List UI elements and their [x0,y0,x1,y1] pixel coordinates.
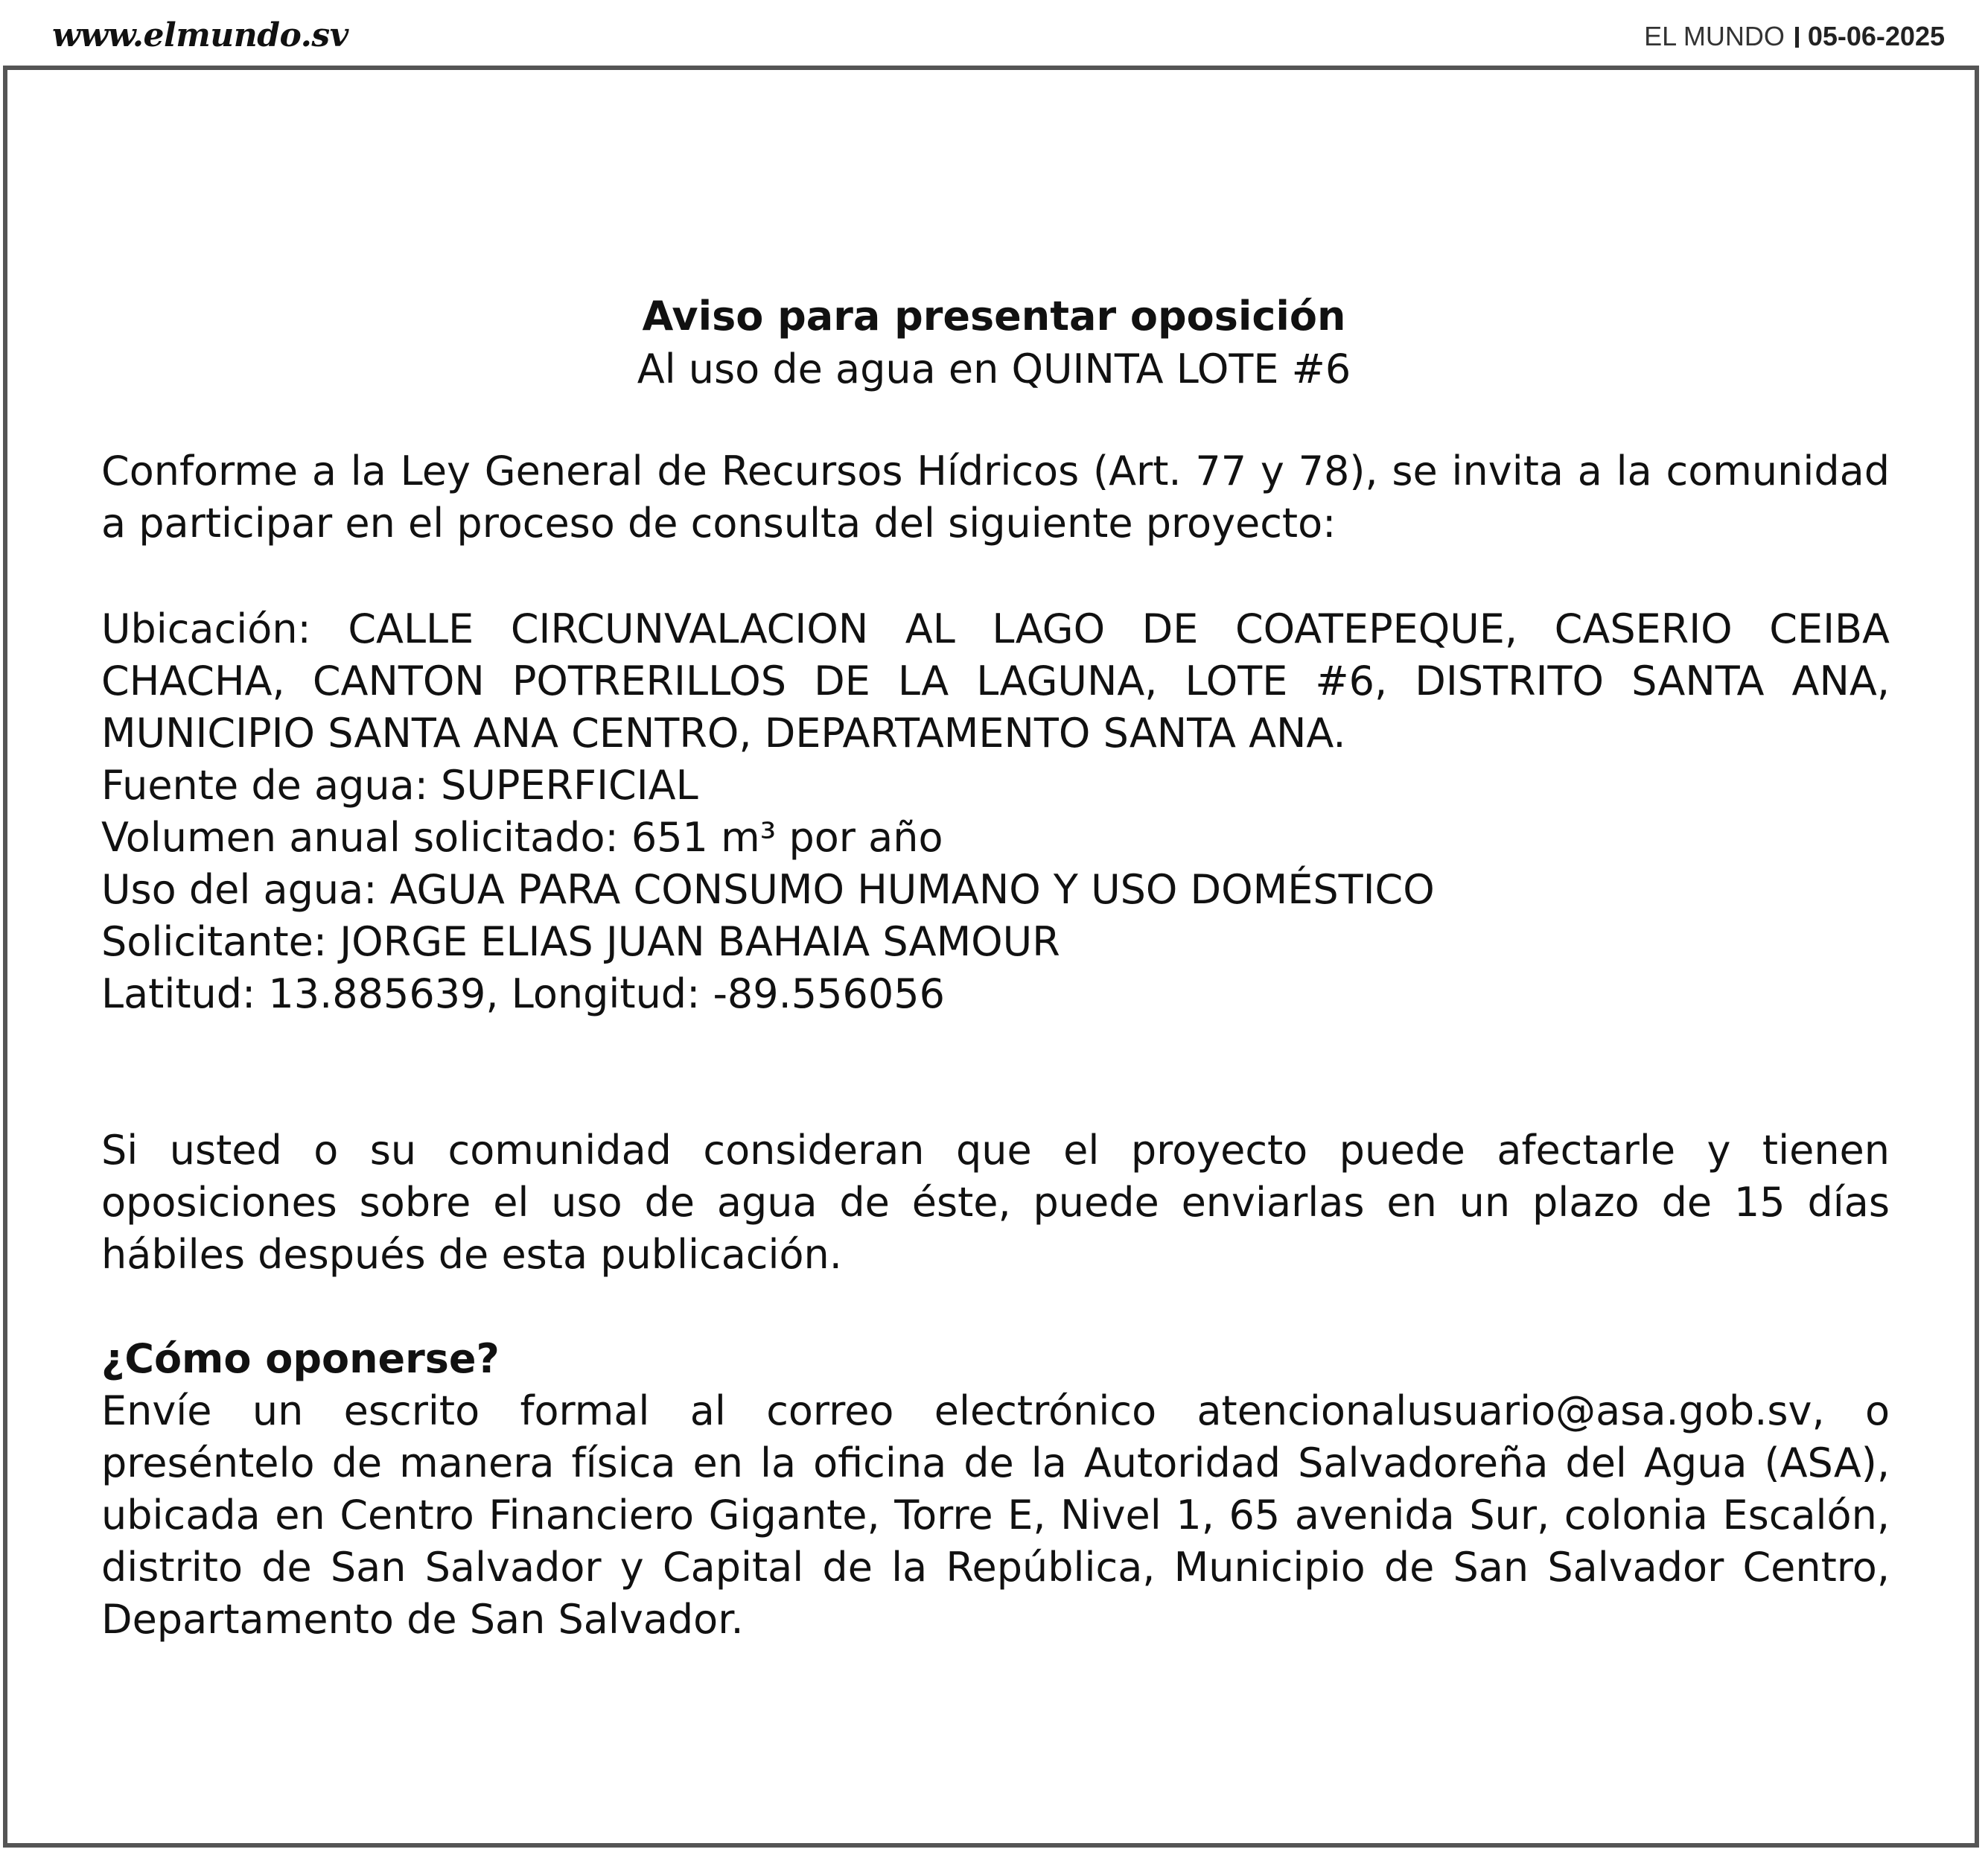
applicant-line: Solicitante: JORGE ELIAS JUAN BAHAIA SAMOUR [101,918,1060,965]
deadline-paragraph: Si usted o su comunidad consideran que el proyecto puede afectarle y tienen oposiciones sobre el uso de agua de éste, puede enviarlas en un plazo de 15 días hábiles después de esta publicación. [101,1127,1890,1278]
notice-subtitle: Al uso de agua en QUINTA LOTE #6 [637,346,1351,392]
masthead [1644,19,1945,54]
project-details [101,603,1890,1020]
site-url[interactable]: www.elmundo.sv [52,16,348,54]
intro-paragraph: Conforme a la Ley General de Recursos Hídricos (Art. 77 y 78), se invita a la comunidad a participar en el proceso de consulta del siguiente proyecto: [101,448,1890,547]
how-to-oppose-section [101,1333,1890,1646]
publication-name: EL MUNDO [1644,21,1785,51]
location-line: Ubicación: CALLE CIRCUNVALACION AL LAGO DE COATEPEQUE, CASERIO CEIBA CHACHA, CANTON POTRERILLOS DE LA LAGUNA, LOTE #6, DISTRITO SANTA ANA, MUNICIPIO SANTA ANA CENTRO, DEPARTAMENTO SANTA ANA. [101,605,1890,757]
how-to-oppose-heading: ¿Cómo oponerse? [101,1335,500,1382]
water-source-line: Fuente de agua: SUPERFICIAL [101,762,698,809]
notice-title: Aviso para presentar oposición [642,293,1346,340]
water-use-line: Uso del agua: AGUA PARA CONSUMO HUMANO Y USO DOMÉSTICO [101,866,1435,913]
masthead-separator [1795,27,1799,48]
annual-volume-line: Volumen anual solicitado: 651 m³ por año [101,814,943,861]
page-header [0,0,1988,66]
publication-date: 05-06-2025 [1807,21,1945,51]
how-to-oppose-paragraph: Envíe un escrito formal al correo electrónico atencionalusuario@asa.gob.sv, o preséntelo de manera física en la oficina de la Autoridad Salvadoreña del Agua (ASA), ubicada en Centro Financiero Gigante, Torre E, Nivel 1, 65 avenida Sur, colonia Escalón, distrito de San Salvador y Capital de la República, Municipio de San Salvador Centro, Departamento de San Salvador. [101,1387,1890,1643]
coordinates-line: Latitud: 13.885639, Longitud: -89.556056 [101,970,945,1017]
